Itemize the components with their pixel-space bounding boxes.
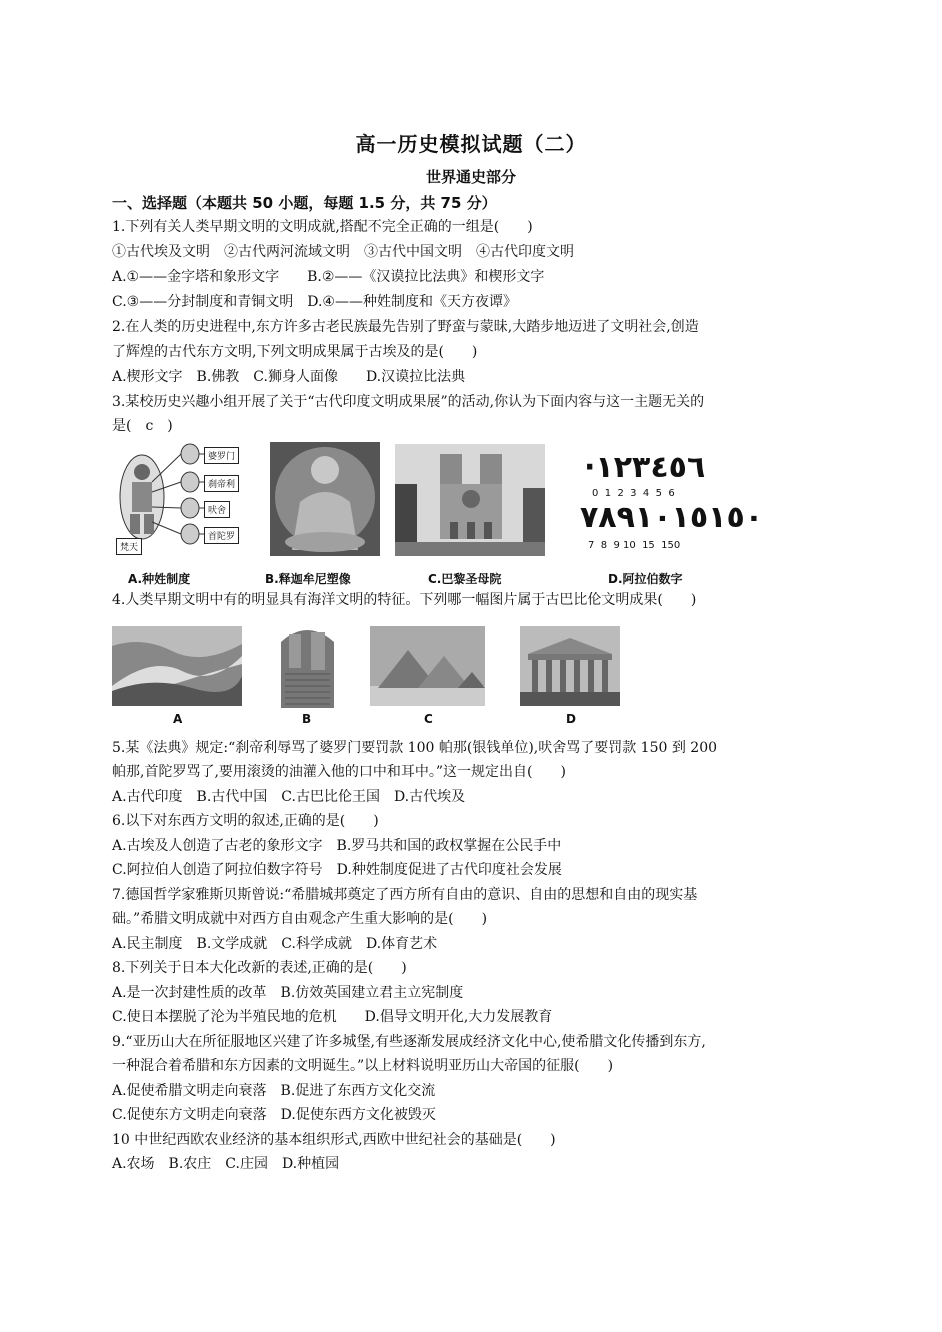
- question-line: A.农场 B.农庄 C.庄园 D.种植园: [112, 1156, 340, 1172]
- question-line: 了辉煌的古代东方文明,下列文明成果属于古埃及的是( ): [112, 344, 478, 360]
- question-line: 一种混合着希腊和东方因素的文明诞生。”以上材料说明亚历山大帝国的征服( ): [112, 1058, 614, 1074]
- image-caption: B.释迦牟尼塑像: [265, 572, 351, 586]
- page-title: 高一历史模拟试题（二）: [355, 132, 587, 156]
- caste-system-diagram: [112, 442, 252, 554]
- page-subtitle: 世界通史部分: [425, 168, 516, 186]
- question-line: 2.在人类的历史进程中,东方许多古老民族最先告别了野蛮与蒙昧,大踏步地迈进了文明社会,创造: [112, 319, 699, 335]
- question-line: 1.下列有关人类早期文明的文明成就,搭配不完全正确的一组是( ): [112, 219, 533, 235]
- question-line: C.促使东方文明走向衰落 D.促使东西方文化被毁灭: [112, 1107, 436, 1123]
- section-heading: 一、选择题（本题共 50 小题，每题 1.5 分，共 75 分）: [112, 194, 497, 212]
- question-line: 是( c ): [112, 418, 173, 434]
- question-line: 6.以下对东西方文明的叙述,正确的是( ): [112, 813, 379, 829]
- question-line: A.促使希腊文明走向衰落 B.促进了东西方文化交流: [112, 1083, 436, 1099]
- question-line: 7.德国哲学家雅斯贝斯曾说:“希腊城邦奠定了西方所有自由的意识、自由的思想和自由的现实基: [112, 887, 698, 903]
- arabic-numerals-bottom: ٧٨٩١٠١٥١٥٠: [580, 500, 764, 535]
- question-line: C.③——分封制度和青铜文明 D.④——种姓制度和《天方夜谭》: [112, 294, 517, 310]
- caste-base-label: 梵天: [116, 538, 142, 555]
- image-caption: A: [173, 712, 183, 726]
- digits-row-2: 7 8 9 10 15 150: [588, 540, 681, 551]
- image-caption: B: [302, 712, 312, 726]
- great-wall-image: [112, 626, 242, 706]
- image-caption: A.种姓制度: [128, 572, 191, 586]
- caste-label: 吠舍: [204, 501, 230, 518]
- question-line: ①古代埃及文明 ②古代两河流域文明 ③古代中国文明 ④古代印度文明: [112, 244, 574, 260]
- question-line: A.楔形文字 B.佛教 C.狮身人面像 D.汉谟拉比法典: [112, 369, 466, 385]
- question-line: 10 中世纪西欧农业经济的基本组织形式,西欧中世纪社会的基础是( ): [112, 1132, 556, 1148]
- image-caption: C.巴黎圣母院: [428, 572, 502, 586]
- question-line: A.①——金字塔和象形文字 B.②——《汉谟拉比法典》和楔形文字: [112, 269, 545, 285]
- arabic-numerals-top: ·١٢٣٤٥٦: [584, 450, 706, 485]
- pyramids-image: [370, 626, 485, 706]
- arabic-numerals-image: [580, 450, 764, 558]
- caste-label: 刹帝利: [204, 475, 239, 492]
- digits-row-1: 0 1 2 3 4 5 6: [592, 488, 675, 499]
- caste-label: 婆罗门: [204, 447, 239, 464]
- question-line: A.古埃及人创造了古老的象形文字 B.罗马共和国的政权掌握在公民手中: [112, 838, 562, 854]
- image-caption: D.阿拉伯数字: [608, 572, 683, 586]
- question-line: 4.人类早期文明中有的明显具有海洋文明的特征。下列哪一幅图片属于古巴比伦文明成果( ): [112, 592, 697, 608]
- caste-label: 首陀罗: [204, 527, 239, 544]
- question-line: 5.某《法典》规定:“刹帝利辱骂了婆罗门要罚款 100 帕那(银钱单位),吠舍骂了要罚款 150 到 200: [112, 740, 718, 756]
- question-line: C.使日本摆脱了沦为半殖民地的危机 D.倡导文明开化,大力发展教育: [112, 1009, 553, 1025]
- question-line: A.是一次封建性质的改革 B.仿效英国建立君主立宪制度: [112, 985, 464, 1001]
- image-caption: D: [566, 712, 576, 726]
- question-line: A.民主制度 B.文学成就 C.科学成就 D.体育艺术: [112, 936, 438, 952]
- image-caption: C: [424, 712, 433, 726]
- question-line: 帕那,首陀罗骂了,要用滚烫的油灌入他的口中和耳中。”这一规定出自( ): [112, 764, 566, 780]
- notre-dame-image: [395, 444, 545, 556]
- hammurabi-stele-image: [275, 622, 340, 708]
- parthenon-image: [520, 626, 620, 706]
- question-line: A.古代印度 B.古代中国 C.古巴比伦王国 D.古代埃及: [112, 789, 466, 805]
- buddha-statue-image: [270, 442, 380, 556]
- question-line: 9.“亚历山大在所征服地区兴建了许多城堡,有些逐渐发展成经济文化中心,使希腊文化传播到东方,: [112, 1034, 706, 1050]
- question-line: 8.下列关于日本大化改新的表述,正确的是( ): [112, 960, 407, 976]
- question-line: 3.某校历史兴趣小组开展了关于“古代印度文明成果展”的活动,你认为下面内容与这一主题无关的: [112, 394, 705, 410]
- question-line: 础。”希腊文明成就中对西方自由观念产生重大影响的是( ): [112, 911, 488, 927]
- question-line: C.阿拉伯人创造了阿拉伯数字符号 D.种姓制度促进了古代印度社会发展: [112, 862, 562, 878]
